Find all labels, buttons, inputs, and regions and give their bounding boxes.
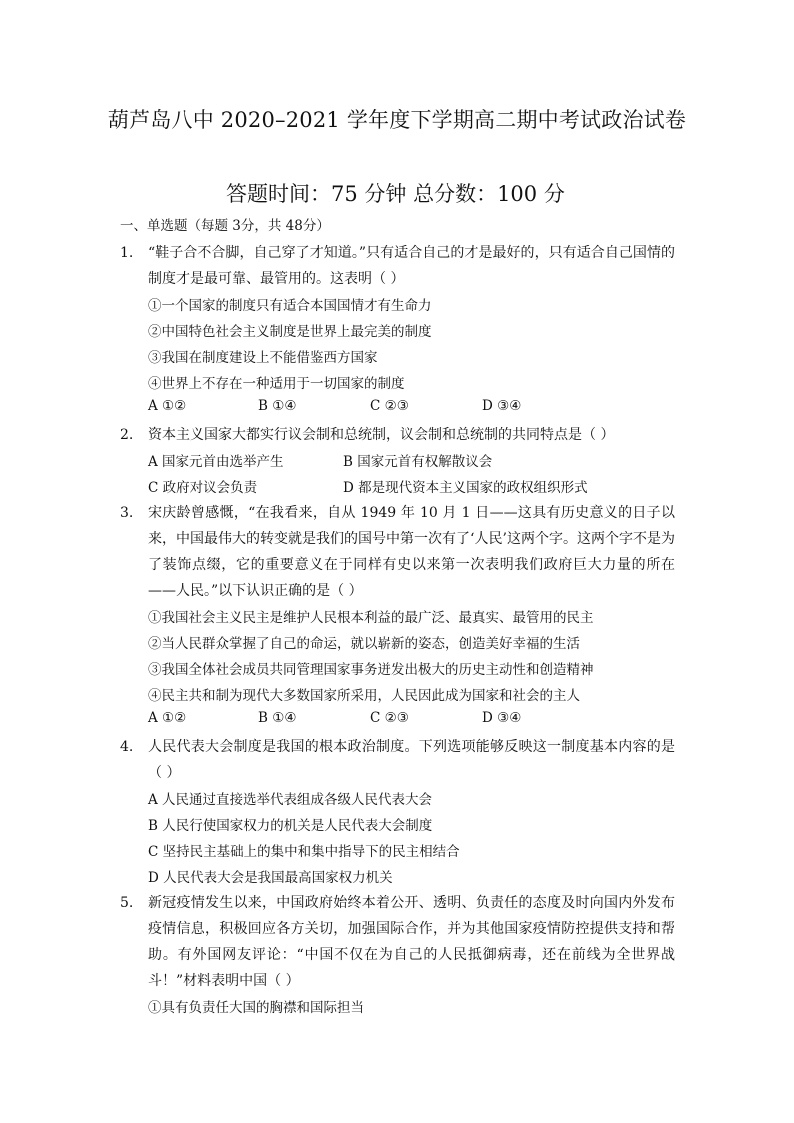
question-number: 3. bbox=[120, 505, 134, 521]
statement-3: ③我国全体社会成员共同管理国家事务迸发出极大的历史主动性和创造精神 bbox=[148, 662, 594, 678]
statement-1: ①一个国家的制度只有适合本国国情才有生命力 bbox=[148, 298, 432, 314]
choice-a: A 国家元首由选举产生 bbox=[148, 454, 284, 470]
question-stem: “鞋子合不合脚，自己穿了才知道。”只有适合自己的才是最好的，只有适合自己国情的制度才是最可靠、最管用的。这表明（ ） bbox=[148, 245, 675, 287]
choices-row bbox=[148, 398, 568, 418]
choice-c: C 坚持民主基础上的集中和集中指导下的民主相结合 bbox=[148, 844, 460, 860]
choice-d: D 都是现代资本主义国家的政权组织形式 bbox=[343, 480, 588, 496]
choice-a: A 人民通过直接选举代表组成各级人民代表大会 bbox=[148, 792, 433, 808]
question-stem: 宋庆龄曾感慨，“在我看来，自从 1949 年 10 月 1 日——这具有历史意义的日子以来，中国最伟大的转变就是我们的国号中第一次有了‘人民’这两个字。这两个字不是为了装饰点缀，它的重要意义在于同样有史以来第一次表明我们政府巨大力量的所在——人民。”以下认识正确的是（ ） bbox=[148, 505, 675, 599]
choice-d: D 人民代表大会是我国最高国家权力机关 bbox=[148, 870, 393, 886]
choice-c: C ②③ bbox=[370, 398, 409, 414]
question-number: 4. bbox=[120, 739, 134, 755]
choice-a: A ①② bbox=[148, 398, 187, 414]
question-stem: 资本主义国家大都实行议会制和总统制，议会制和总统制的共同特点是（ ） bbox=[148, 427, 615, 443]
statement-1: ①具有负责任大国的胸襟和国际担当 bbox=[148, 1000, 364, 1016]
exam-info: 答题时间：75 分钟 总分数：100 分 bbox=[226, 182, 565, 206]
statement-1: ①我国社会主义民主是维护人民根本利益的最广泛、最真实、最管用的民主 bbox=[148, 610, 594, 626]
choice-d: D ③④ bbox=[482, 710, 522, 726]
choice-d: D ③④ bbox=[482, 398, 522, 414]
question-2 bbox=[120, 422, 675, 448]
statement-2: ②中国特色社会主义制度是世界上最完美的制度 bbox=[148, 324, 432, 340]
question-number: 5. bbox=[120, 895, 134, 911]
question-stem: 新冠疫情发生以来，中国政府始终本着公开、透明、负责任的态度及时向国内外发布疫情信息，积极回应各方关切，加强国际合作，并为其他国家疫情防控提供支持和帮助。有外国网友评论：“中国不仅在为自己的人民抵御病毒，还在前线为全世界战斗！”材料表明中国（ ） bbox=[148, 895, 675, 989]
choice-b: B ①④ bbox=[258, 710, 297, 726]
question-3 bbox=[120, 500, 675, 604]
choice-a: A ①② bbox=[148, 710, 187, 726]
question-1 bbox=[120, 240, 675, 292]
statement-4: ④民主共和制为现代大多数国家所采用，人民因此成为国家和社会的主人 bbox=[148, 688, 580, 704]
question-5 bbox=[120, 890, 675, 994]
choice-b: B ①④ bbox=[258, 398, 297, 414]
choice-b: B 国家元首有权解散议会 bbox=[343, 454, 493, 470]
statement-2: ②当人民群众掌握了自己的命运，就以崭新的姿态，创造美好幸福的生活 bbox=[148, 636, 580, 652]
section-heading: 一、单选题（每题 3分，共 48分） bbox=[120, 218, 330, 234]
choice-b: B 人民行使国家权力的机关是人民代表大会制度 bbox=[148, 818, 433, 834]
choices-row bbox=[148, 710, 568, 730]
choice-c: C ②③ bbox=[370, 710, 409, 726]
question-stem: 人民代表大会制度是我国的根本政治制度。下列选项能够反映这一制度基本内容的是（ ） bbox=[148, 739, 675, 781]
question-4 bbox=[120, 734, 675, 786]
question-number: 1. bbox=[120, 245, 134, 261]
question-number: 2. bbox=[120, 427, 134, 443]
page-title: 葫芦岛八中 2020–2021 学年度下学期高二期中考试政治试卷 bbox=[107, 108, 687, 132]
statement-3: ③我国在制度建设上不能借鉴西方国家 bbox=[148, 350, 378, 366]
choice-c: C 政府对议会负责 bbox=[148, 480, 258, 496]
statement-4: ④世界上不存在一种适用于一切国家的制度 bbox=[148, 376, 405, 392]
